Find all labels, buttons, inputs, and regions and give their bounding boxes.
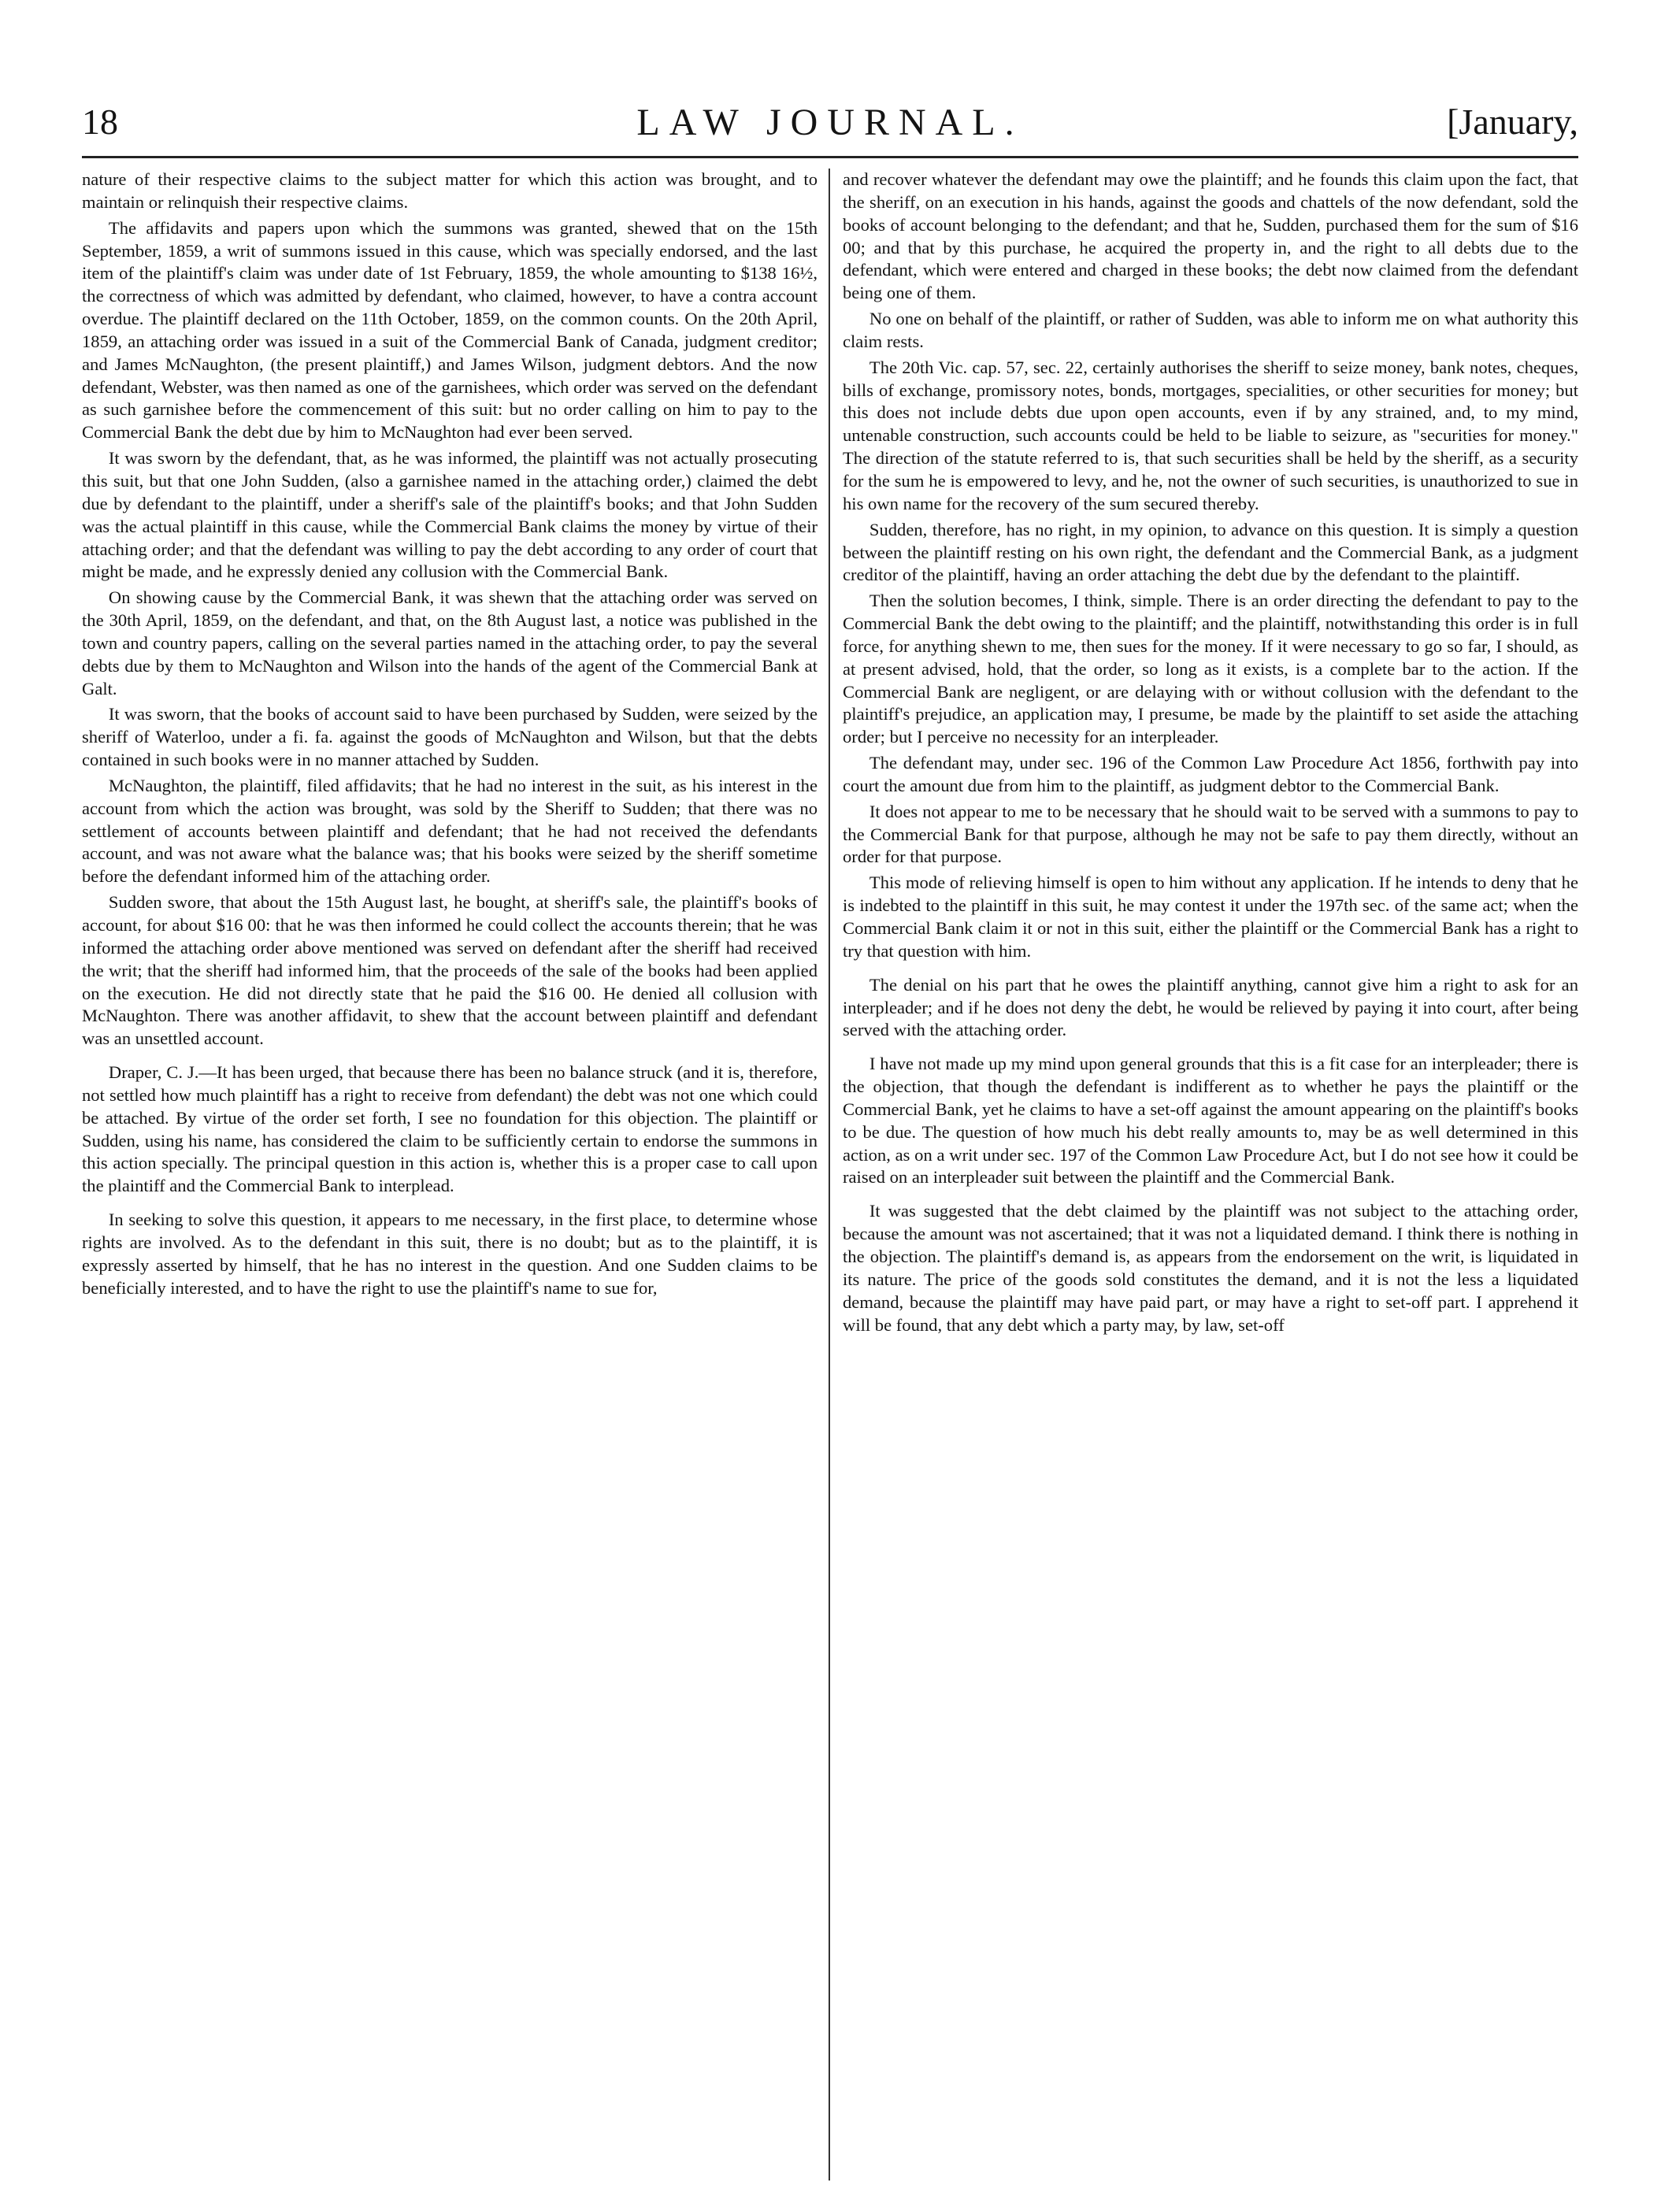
paragraph: and recover whatever the defendant may owe the plaintiff; and he founds this claim upon the fact, that the sheriff, on an execution in his hands, against the goods and chattels of the now defendant, sold the books of account belonging to the defendant; and that he, Sudden, purchased them for the sum of $16 00; and that by this purchase, he acquired the property in, and the right to all debts due to the defendant, which were entered and charged in these books; the debt now claimed from the defendant being one of them. (843, 169, 1578, 303)
paragraph: Then the solution becomes, I think, simple. There is an order directing the defendant to pay to the Commercial Bank the debt owing to the plaintiff; and the plaintiff, notwithstanding this order is in full force, for anything shewn to me, then sues for the money. If it were necessary to go so far, I should, as at present advised, hold, that the order, so long as it exists, is a complete bar to the action. If the Commercial Bank are negligent, or are delaying with or without collusion with the defendant to the plaintiff's prejudice, an application may, I presume, be made by the plaintiff to set aside the attaching order; but I perceive no necessity for an interpleader. (843, 591, 1578, 747)
journal-title: LAW JOURNAL. (636, 102, 1024, 143)
paragraph: nature of their respective claims to the subject matter for which this action was brought, and to maintain or relinquish their respective claims. (82, 169, 818, 212)
paragraph: The denial on his part that he owes the plaintiff anything, cannot give him a right to ask for an interpleader; and if he does not deny the debt, he would be relieved by paying it into court, after being served with the attaching order. (843, 974, 1578, 1040)
right-column (843, 169, 1578, 2181)
page-header (82, 101, 1578, 148)
paragraph: The affidavits and papers upon which the summons was granted, shewed that on the 15th September, 1859, a writ of summons issued in this cause, which was specially endorsed, and the last item of the plaintiff's claim was under date of 1st February, 1859, the whole amounting to $138 16½, the correctness of which was admitted by defendant, who claimed, however, to have a contra account overdue. The plaintiff declared on the 11th October, 1859, on the common counts. On the 20th April, 1859, an attaching order was issued in a suit of the Commercial Bank of Canada, judgment creditor; and James McNaughton, (the present plaintiff,) and James Wilson, judgment debtors. And the now defendant, Webster, was then named as one of the garnishees, which order was served on the defendant as such garnishee before the commencement of this suit: but no order calling on him to pay to the Commercial Bank the debt due by him to McNaughton had ever been served. (82, 217, 818, 443)
paragraph: McNaughton, the plaintiff, filed affidavits; that he had no interest in the suit, as his interest in the account from which the action was brought, was sold by the Sheriff to Sudden; that there was no settlement of accounts between plaintiff and defendant; that he had not received the defendants account, and was not aware what the balance was; that his books were seized by the sheriff sometime before the defendant informed him of the attaching order. (82, 775, 818, 887)
header-rule (82, 156, 1578, 158)
paragraph: No one on behalf of the plaintiff, or rather of Sudden, was able to inform me on what authority this claim rests. (843, 309, 1578, 351)
paragraph: Sudden, therefore, has no right, in my opinion, to advance on this question. It is simply a question between the plaintiff resting on his own right, the defendant and the Commercial Bank, as a judgment creditor of the plaintiff, having an order attaching the debt due by the defendant to the plaintiff. (843, 519, 1578, 585)
page-number: 18 (82, 102, 118, 142)
judgment-paragraph: Draper, C. J.—It has been urged, that because there has been no balance struck (and it is, therefore, not settled how much plaintiff has a right to receive from defendant) the debt was not one which could be attached. By virtue of the order set forth, I see no foundation for this objection. The plaintiff or Sudden, using his name, has considered the claim to be sufficiently certain to endorse the summons in this action specially. The principal question in this action is, whether this is a proper case to call upon the plaintiff and the Commercial Bank to interplead. (82, 1062, 818, 1196)
paragraph: The defendant may, under sec. 196 of the Common Law Procedure Act 1856, forthwith pay into court the amount due from him to the plaintiff, as judgment debtor to the Commercial Bank. (843, 753, 1578, 795)
paragraph: This mode of relieving himself is open to him without any application. If he intends to deny that he is indebted to the plaintiff in this suit, he may contest it under the 197th sec. of the same act; when the Commercial Bank claim it or not in this suit, either the plaintiff or the Commercial Bank has a right to try that question with him. (843, 873, 1578, 961)
paragraph: Sudden swore, that about the 15th August last, he bought, at sheriff's sale, the plaintiff's books of account, for about $16 00: that he was then informed he could collect the accounts therein; that he was informed the attaching order above mentioned was served on defendant after the sheriff had received the writ; that the sheriff had informed him, that the proceeds of the sale of the books had been applied on the execution. He did not directly state that he paid the $16 00. He denied all collusion with McNaughton. There was another affidavit, to shew that the account between plaintiff and defendant was an unsettled account. (82, 892, 818, 1049)
paragraph: It was sworn, that the books of account said to have been purchased by Sudden, were seized by the sheriff of Waterloo, under a fi. fa. against the goods of McNaughton and Wilson, but that the debts contained in such books were in no manner attached by Sudden. (82, 704, 818, 770)
paragraph: The 20th Vic. cap. 57, sec. 22, certainly authorises the sheriff to seize money, bank notes, cheques, bills of exchange, promissory notes, bonds, mortgages, specialities, or other securities for money; but this does not include debts due upon open accounts, even if by any strained, and, to my mind, untenable construction, such accounts could be held to be liable to seizure, as "securities for money." The direction of the statute referred to is, that such securities shall be held by the sheriff, as a security for the sum he is empowered to levy, and he, not the owner of such securities, is unauthorized to sue in his own name for the recovery of the sum secured thereby. (843, 357, 1578, 513)
paragraph: I have not made up my mind upon general grounds that this is a fit case for an interpleader; there is the objection, that though the defendant is indifferent as to whether he pays the plaintiff or the Commercial Bank, yet he claims to have a set-off against the amount appearing on the plaintiff's books to be due. The question of how much his debt really amounts to, may be as well determined in this action, as on a writ under sec. 197 of the Common Law Procedure Act, but I do not see how it could be raised on an interpleader suit between the plaintiff and the Commercial Bank. (843, 1054, 1578, 1188)
paragraph: It was suggested that the debt claimed by the plaintiff was not subject to the attaching order, because the amount was not ascertained; that it was not a liquidated demand. I think there is nothing in the objection. The plaintiff's demand is, as appears from the endorsement on the writ, is liquidated in its nature. The price of the goods sold constitutes the demand, and it is not the less a liquidated demand, because the plaintiff may have paid part, or may have a right to set-off part. I apprehend it will be found, that any debt which a party may, by law, set-off (843, 1201, 1578, 1335)
issue-month: [January, (1447, 102, 1578, 142)
left-column (82, 169, 818, 2181)
column-divider (829, 169, 830, 2181)
paragraph: On showing cause by the Commercial Bank, it was shewn that the attaching order was served on the 30th April, 1859, on the defendant, and that, on the 8th August last, a notice was published in the town and country papers, calling on the several parties named in the attaching order, to pay the several debts due by them to McNaughton and Wilson into the hands of the agent of the Commercial Bank at Galt. (82, 587, 818, 698)
paragraph: It was sworn by the defendant, that, as he was informed, the plaintiff was not actually prosecuting this suit, but that one John Sudden, (also a garnishee named in the attaching order,) claimed the debt due by defendant to the plaintiff, under a sheriff's sale of the plaintiff's books; and that John Sudden was the actual plaintiff in this cause, while the Commercial Bank claims the money by virtue of their attaching order; and that the defendant was willing to pay the debt according to any order of court that might be made, and he expressly denied any collusion with the Commercial Bank. (82, 448, 818, 582)
paragraph: It does not appear to me to be necessary that he should wait to be served with a summons to pay to the Commercial Bank for that purpose, although he may not be safe to pay them directly, without an order for that purpose. (843, 801, 1578, 867)
paragraph: In seeking to solve this question, it appears to me necessary, in the first place, to determine whose rights are involved. As to the defendant in this suit, there is no doubt; but as to the plaintiff, it is expressly asserted by himself, that he has no interest in the question. And one Sudden claims to be beneficially interested, and to have the right to use the plaintiff's name to sue for, (82, 1210, 818, 1298)
